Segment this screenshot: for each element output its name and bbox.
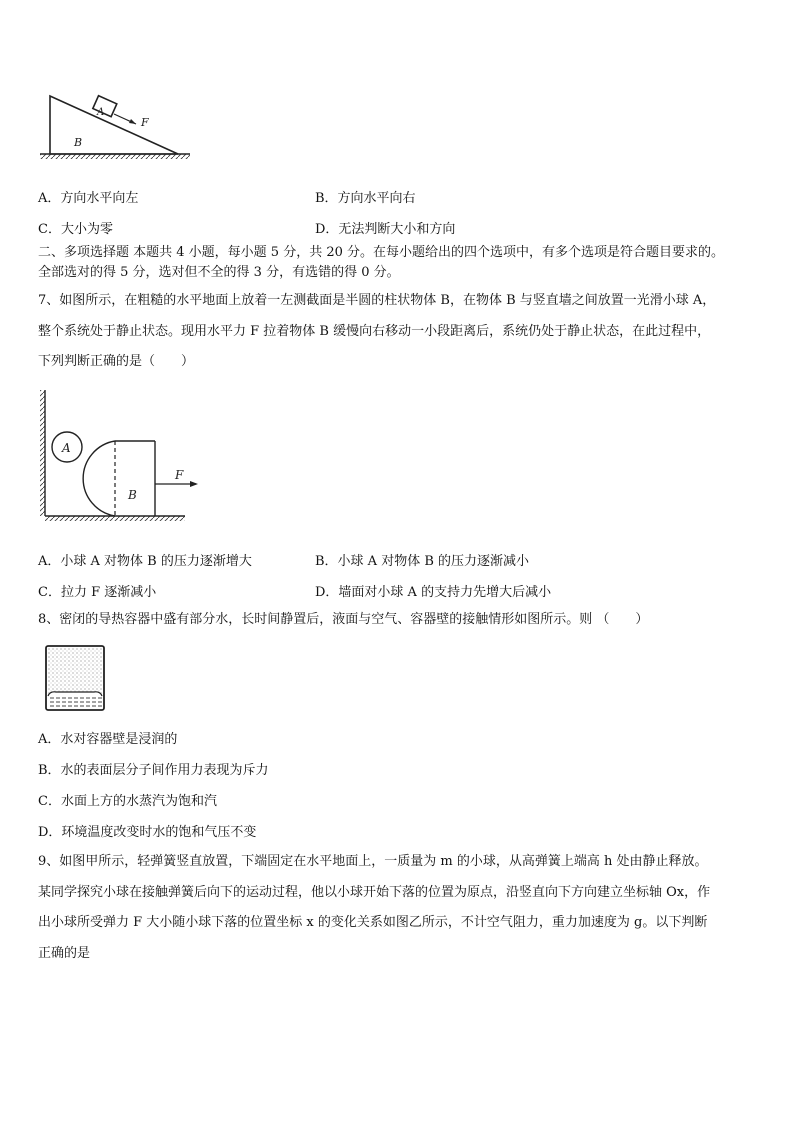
q9-line4: 正确的是 bbox=[38, 946, 91, 961]
block-a-label: A bbox=[97, 107, 105, 118]
incline-b-label: B bbox=[74, 136, 83, 149]
force-f-label-2: F bbox=[175, 468, 184, 482]
q7-option-a: A．小球 A 对物体 B 的压力逐渐增大 bbox=[38, 554, 252, 569]
q9-line3: 出小球所受弹力 F 大小随小球下落的位置坐标 x 的变化关系如图乙所示，不计空气阻力，重力加速度为 g。以下判断 bbox=[38, 915, 708, 930]
q7-option-c: C．拉力 F 逐渐减小 bbox=[38, 585, 157, 600]
q7-line3: 下列判断正确的是（ ） bbox=[38, 354, 195, 369]
ball-a-label: A bbox=[62, 441, 71, 455]
q6-option-c: C．大小为零 bbox=[38, 222, 113, 237]
q8-line1: 8、密闭的导热容器中盛有部分水，长时间静置后，液面与空气、容器壁的接触情形如图所示。则 （ ） bbox=[38, 612, 649, 627]
q8-option-d: D．环境温度改变时水的饱和气压不变 bbox=[38, 825, 257, 840]
force-f-label: F bbox=[141, 116, 149, 129]
q6-option-d: D．无法判断大小和方向 bbox=[315, 222, 456, 237]
q7-option-d: D．墙面对小球 A 的支持力先增大后减小 bbox=[315, 585, 552, 600]
q6-option-a: A．方向水平向左 bbox=[38, 191, 139, 206]
q8-option-c: C．水面上方的水蒸汽为饱和汽 bbox=[38, 794, 217, 809]
wall-ball-figure bbox=[38, 388, 198, 524]
q7-line1: 7、如图所示，在粗糙的水平地面上放着一左测截面是半圆的柱状物体 B，在物体 B 与竖直墙之间放置一光滑小球 A， bbox=[38, 293, 716, 308]
section2-line1: 二、多项选择题 本题共 4 小题，每小题 5 分，共 20 分。在每小题给出的四个选项中，有多个选项是符合题目要求的。 bbox=[38, 245, 725, 260]
incline-figure bbox=[38, 92, 198, 164]
q6-option-b: B．方向水平向右 bbox=[315, 191, 416, 206]
container-figure bbox=[44, 644, 108, 714]
section2-line2: 全部选对的得 5 分，选对但不全的得 3 分，有选错的得 0 分。 bbox=[38, 265, 400, 280]
q8-option-a: A．水对容器壁是浸润的 bbox=[38, 732, 178, 747]
q9-line1: 9、如图甲所示，轻弹簧竖直放置，下端固定在水平地面上，一质量为 m 的小球，从高弹簧上端高 h 处由静止释放。 bbox=[38, 854, 708, 869]
q7-option-b: B．小球 A 对物体 B 的压力逐渐减小 bbox=[315, 554, 530, 569]
body-b-label: B bbox=[128, 488, 137, 502]
q8-option-b: B．水的表面层分子间作用力表现为斥力 bbox=[38, 763, 269, 778]
q9-line2: 某同学探究小球在接触弹簧后向下的运动过程，他以小球开始下落的位置为原点，沿竖直向下方向建立坐标轴 Ox，作 bbox=[38, 885, 711, 900]
q7-line2: 整个系统处于静止状态。现用水平力 F 拉着物体 B 缓慢向右移动一小段距离后，系统仍处于静止状态，在此过程中， bbox=[38, 324, 711, 339]
